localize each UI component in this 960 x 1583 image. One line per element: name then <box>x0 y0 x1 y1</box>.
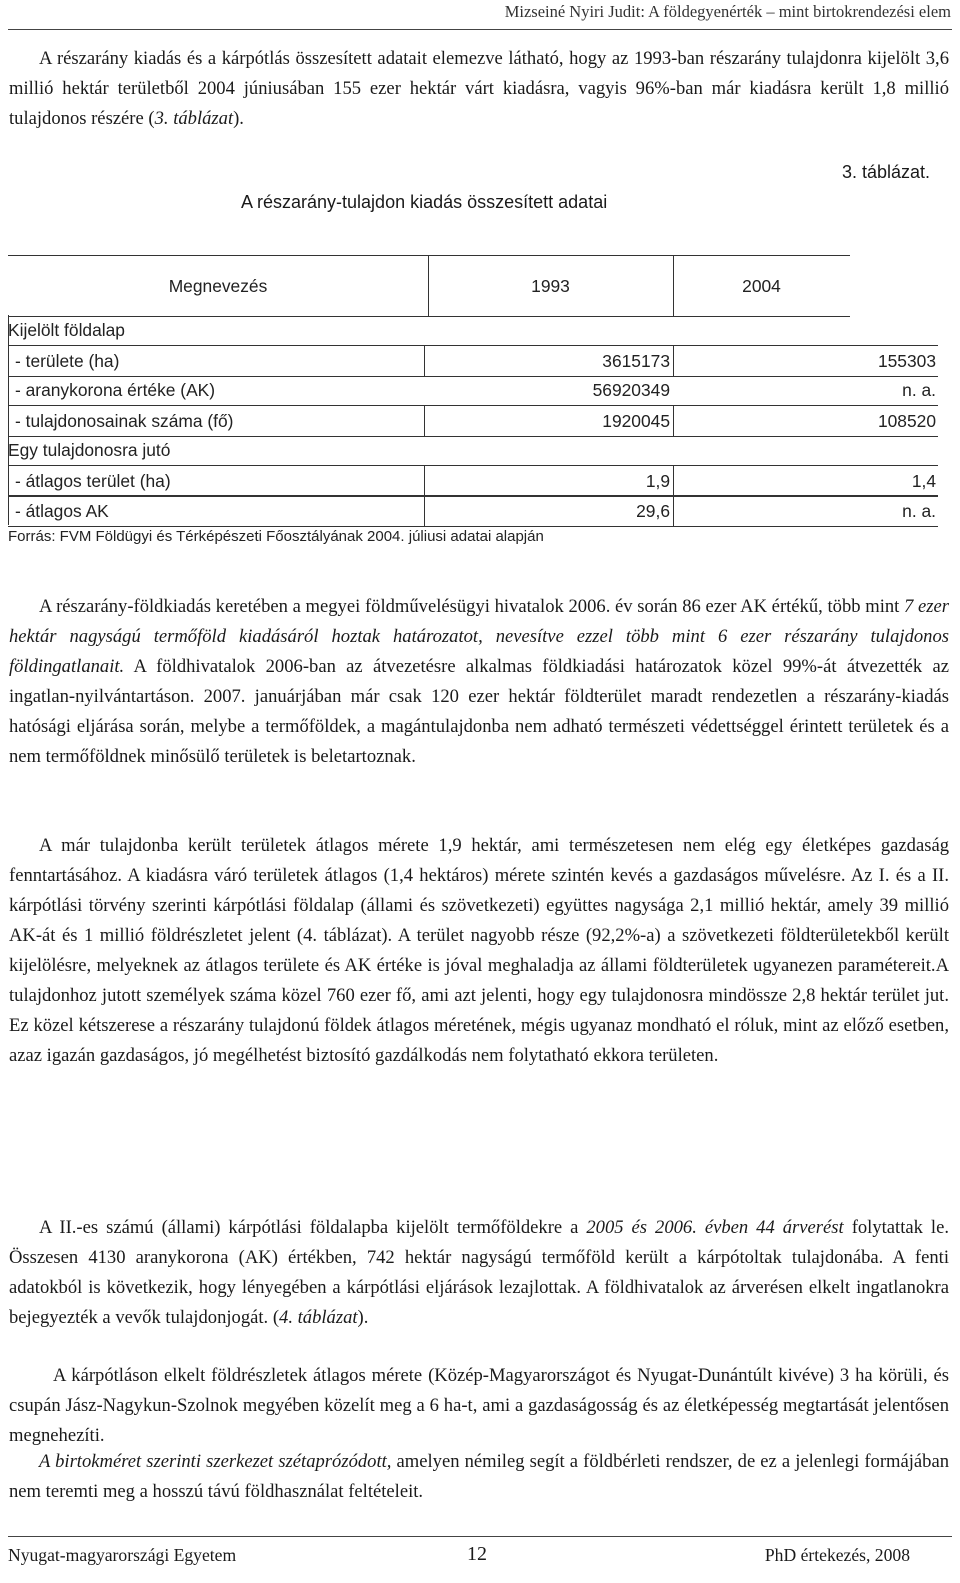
table-header-row <box>8 255 850 315</box>
footer-institution: Nyugat-magyarországi Egyetem <box>8 1545 237 1565</box>
column-header-1993: 1993 <box>428 255 674 317</box>
cell-2004: 108520 <box>877 411 936 431</box>
p5-text: A kárpótláson elkelt földrészletek átlagos mérete (Közép-Magyarországot és Nyugat-Dunántúlt kivéve) 3 ha körüli, és csupán Jász-Nagykun-Szolnok megyében közelít meg a 6 ha-t, ami a gazdaságosság és az életképesség megtartását jelentősen megnehezíti. <box>9 1365 949 1446</box>
paragraph-1 <box>9 44 949 134</box>
table-caption: A részarány-tulajdon kiadás összesített adatai <box>241 192 608 212</box>
table-source-note: Forrás: FVM Földügyi és Térképészeti Főosztályának 2004. júliusi adatai alapján <box>8 528 544 545</box>
column-header-name: Megnevezés <box>8 255 429 317</box>
p4-italic: 2005 és 2006. évben 44 árverést <box>586 1217 844 1238</box>
row-label: Egy tulajdonosra jutó <box>8 440 171 460</box>
cell-2004: n. a. <box>902 380 936 400</box>
paragraph-4 <box>9 1213 949 1333</box>
running-header: Mizseiné Nyiri Judit: A földegyenérték – mint birtokrendezési elem <box>504 2 951 21</box>
paragraph-5 <box>9 1361 949 1451</box>
table-row <box>8 315 938 345</box>
table-row <box>8 345 938 377</box>
row-label: - átlagos terület (ha) <box>15 471 171 491</box>
p4-text-a: A II.-es számú (állami) kárpótlási földalapba kijelölt termőföldekre a <box>39 1217 587 1238</box>
cell-2004: n. a. <box>902 501 936 521</box>
footer-document-type: PhD értekezés, 2008 <box>764 1545 910 1565</box>
p4-text-c: ). <box>357 1307 369 1328</box>
paragraph-6 <box>9 1447 949 1507</box>
column-header-2004: 2004 <box>673 255 850 317</box>
table-row <box>8 495 938 527</box>
row-label: - területe (ha) <box>15 351 120 371</box>
row-label: Kijelölt földalap <box>8 320 125 340</box>
footer-rule <box>8 1536 952 1537</box>
table-row <box>8 375 938 405</box>
cell-1993: 1,9 <box>645 471 670 491</box>
p2-text-a: A részarány-földkiadás keretében a megyei földművelésügyi hivatalok 2006. év során 86 ezer AK értékű, több mint <box>39 596 905 617</box>
cell-1993: 56920349 <box>592 380 670 400</box>
cell-2004: 155303 <box>877 351 936 371</box>
row-label: - aranykorona értéke (AK) <box>15 380 216 400</box>
p3-text: A már tulajdonba került területek átlagos mérete 1,9 hektár, ami természetesen nem elég egy életképes gazdaság fenntartásához. A kiadásra váró területek átlagos (1,4 hektáros) mérete szintén kevés a gazdaságos művelésre. Az I. és a II. kárpótlási törvény szerinti kárpótlási földalap (állami és szövetkezeti) együttes nagysága 2,1 millió hektár, amely 39 millió AK-át és 1 millió földrészletet jelent (4. táblázat). A terület nagyobb része (92,2%-a) a szövetkezeti földterületekből került kijelölésre, melyeknek az átlagos területe és AK értéke is jóval meghaladja az állami földterületek ugyanezen paramétereit.A tulajdonhoz jutott személyek száma közel 760 ezer fő, ami azt jelenti, hogy egy tulajdonosra mindössze 2,8 hektár terület jut. Ez közel kétszerese a részarány tulajdonú földek átlagos méretének, mégis ugyanaz mondható el róluk, mint az előző esetben, azaz igazán gazdaságos, jó megélhetést biztosító gazdálkodás nem folytatható ekkora területen. <box>9 835 949 1066</box>
p6-italic: A birtokméret szerinti szerkezet szétaprózódott, <box>39 1451 392 1472</box>
cell-1993: 29,6 <box>636 501 670 521</box>
p1-text-b: ). <box>233 108 244 129</box>
p1-text-a: A részarány kiadás és a kárpótlás összesített adatait elemezve látható, hogy az 1993-ban részarány tulajdonra kijelölt 3,6 millió hektár területből 2004 júniusában 155 ezer hektár várt kiadásra, vagyis 96%-ban már kiadásra került 1,8 millió tulajdonos részére ( <box>9 48 949 129</box>
p4-text-b: folytattak le. Összesen 4130 aranykorona (AK) értékben, 742 hektár nagyságú termőföld került a kárpótoltak tulajdonába. A fenti adatokból is következik, hogy lényegében a kárpótlási eljárások lezajlottak. A földhivatalok az árverésen elkelt ingatlanokra bejegyezték a vevők tulajdonjogát. ( <box>9 1217 949 1328</box>
p4-table-ref: 4. táblázat <box>279 1307 358 1328</box>
row-label: - tulajdonosainak száma (fő) <box>15 411 234 431</box>
table-number: 3. táblázat. <box>842 162 931 182</box>
table-row <box>8 435 938 465</box>
table-left-border <box>8 315 9 525</box>
header-rule <box>8 29 952 30</box>
cell-1993: 1920045 <box>602 411 670 431</box>
p2-italic: 7 ezer hektár nagyságú termőföld kiadásáról hoztak határozatot, nevesítve ezzel több mint 6 ezer részarány tulajdonos földingatlanait. <box>9 596 949 677</box>
paragraph-2 <box>9 592 949 772</box>
row-label: - átlagos AK <box>15 501 109 521</box>
p2-text-b: A földhivatalok 2006-ban az átvezetésre alkalmas földkiadási határozatok közel 99%-át átvezették az ingatlan-nyilvántartáson. 2007. januárjában már csak 120 ezer hektár földterület maradt rendezetlen a részarány-kiadás hatósági eljárása során, melybe a termőföldek, a magántulajdonba nem adható természeti védettséggel érintett területek és a nem termőföldnek minősülő területek is beletartoznak. <box>9 656 949 767</box>
cell-1993: 3615173 <box>602 351 670 371</box>
page-number: 12 <box>467 1543 487 1565</box>
table-row <box>8 465 938 497</box>
paragraph-3 <box>9 831 949 1071</box>
p6-text: amelyen némileg segít a földbérleti rendszer, de ez a jelenlegi formájában nem teremti meg a hosszú távú földhasználat feltételeit. <box>9 1451 949 1502</box>
table-row <box>8 405 938 437</box>
p1-table-ref: 3. táblázat <box>154 108 234 129</box>
cell-2004: 1,4 <box>911 471 936 491</box>
